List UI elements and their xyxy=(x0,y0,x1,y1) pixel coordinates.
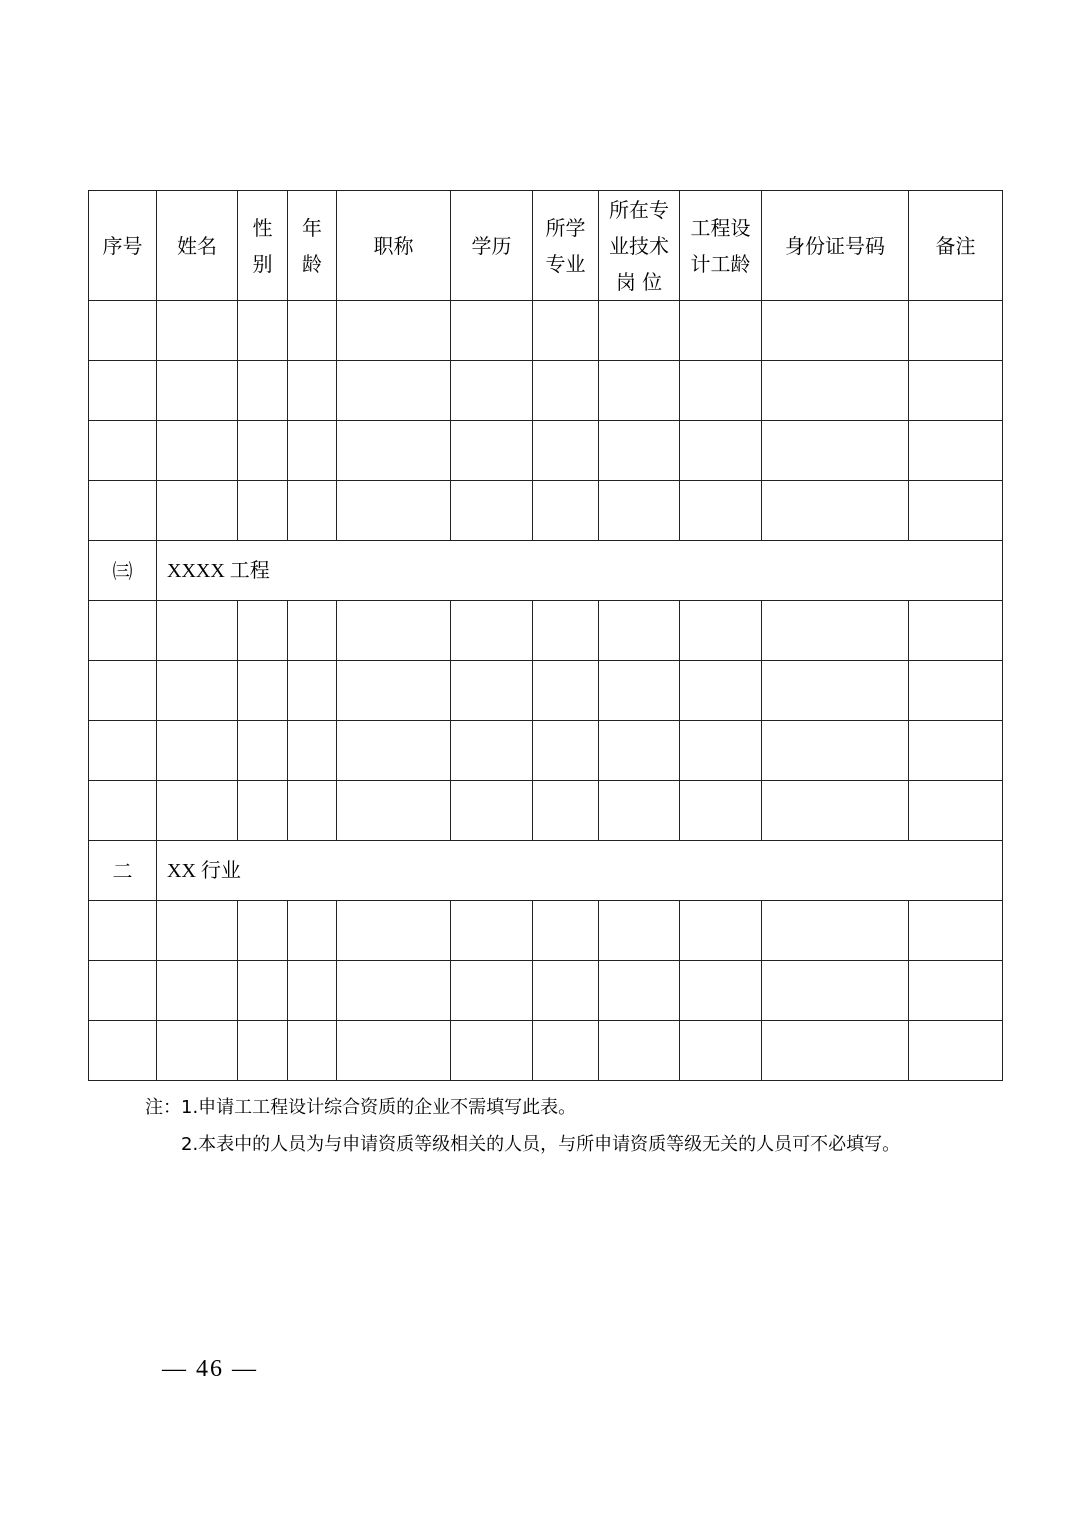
table-cell[interactable] xyxy=(288,721,337,781)
table-cell[interactable] xyxy=(238,961,288,1021)
table-row xyxy=(89,421,1003,481)
table-cell[interactable] xyxy=(451,301,533,361)
header-education: 学历 xyxy=(451,191,533,301)
header-title: 职称 xyxy=(337,191,451,301)
table-cell[interactable] xyxy=(762,661,909,721)
table-cell[interactable] xyxy=(157,961,238,1021)
table-cell[interactable] xyxy=(337,301,451,361)
table-cell[interactable] xyxy=(288,601,337,661)
table-row xyxy=(89,361,1003,421)
table-cell[interactable] xyxy=(599,361,680,421)
section-index: 二 xyxy=(89,841,157,901)
table-cell[interactable] xyxy=(909,1021,1003,1081)
table-row xyxy=(89,961,1003,1021)
table-cell[interactable] xyxy=(533,421,599,481)
table-cell[interactable] xyxy=(909,901,1003,961)
header-name: 姓名 xyxy=(157,191,238,301)
table-cell[interactable] xyxy=(533,661,599,721)
header-remarks: 备注 xyxy=(909,191,1003,301)
table-cell[interactable] xyxy=(157,301,238,361)
table-row xyxy=(89,781,1003,841)
table-cell[interactable] xyxy=(533,901,599,961)
table-cell[interactable] xyxy=(680,361,762,421)
table-row xyxy=(89,721,1003,781)
table-cell[interactable] xyxy=(288,481,337,541)
header-years: 工程设 计工龄 xyxy=(680,191,762,301)
table-cell[interactable] xyxy=(89,361,157,421)
table-cell[interactable] xyxy=(89,421,157,481)
table-cell[interactable] xyxy=(599,781,680,841)
table-cell[interactable] xyxy=(337,781,451,841)
header-age: 年 龄 xyxy=(288,191,337,301)
table-cell[interactable] xyxy=(288,301,337,361)
table-cell[interactable] xyxy=(909,661,1003,721)
table-cell[interactable] xyxy=(89,781,157,841)
table-cell[interactable] xyxy=(157,781,238,841)
table-cell[interactable] xyxy=(288,961,337,1021)
table-cell[interactable] xyxy=(533,601,599,661)
table-cell[interactable] xyxy=(680,721,762,781)
table-cell[interactable] xyxy=(157,361,238,421)
table-cell[interactable] xyxy=(337,601,451,661)
table-cell[interactable] xyxy=(599,901,680,961)
table-cell[interactable] xyxy=(157,481,238,541)
header-position: 所在专 业技术 岗 位 xyxy=(599,191,680,301)
table-cell[interactable] xyxy=(533,481,599,541)
section-index: ㈢ xyxy=(89,541,157,601)
table-cell[interactable] xyxy=(238,601,288,661)
table-cell[interactable] xyxy=(451,781,533,841)
table-header-row xyxy=(89,191,1003,301)
table-cell[interactable] xyxy=(451,601,533,661)
table-cell[interactable] xyxy=(451,361,533,421)
table-cell[interactable] xyxy=(762,421,909,481)
table-cell[interactable] xyxy=(89,1021,157,1081)
table-row xyxy=(89,661,1003,721)
table-cell[interactable] xyxy=(451,421,533,481)
table-cell[interactable] xyxy=(288,421,337,481)
table-cell[interactable] xyxy=(238,721,288,781)
table-cell[interactable] xyxy=(451,1021,533,1081)
table-cell[interactable] xyxy=(762,1021,909,1081)
table-cell[interactable] xyxy=(337,721,451,781)
table-cell[interactable] xyxy=(451,481,533,541)
table-cell[interactable] xyxy=(157,601,238,661)
table-cell[interactable] xyxy=(599,481,680,541)
table-cell[interactable] xyxy=(762,361,909,421)
table-cell[interactable] xyxy=(599,721,680,781)
table-cell[interactable] xyxy=(680,481,762,541)
table-cell[interactable] xyxy=(762,721,909,781)
table-cell[interactable] xyxy=(680,301,762,361)
table-cell[interactable] xyxy=(238,361,288,421)
table-cell[interactable] xyxy=(89,961,157,1021)
table-cell[interactable] xyxy=(157,421,238,481)
table-cell[interactable] xyxy=(238,1021,288,1081)
table-cell[interactable] xyxy=(762,961,909,1021)
table-cell[interactable] xyxy=(157,1021,238,1081)
table-cell[interactable] xyxy=(533,781,599,841)
table-row xyxy=(89,901,1003,961)
table-cell[interactable] xyxy=(762,781,909,841)
table-cell[interactable] xyxy=(89,301,157,361)
table-cell[interactable] xyxy=(762,481,909,541)
table-cell[interactable] xyxy=(909,301,1003,361)
table-cell[interactable] xyxy=(909,721,1003,781)
table-cell[interactable] xyxy=(762,901,909,961)
table-cell[interactable] xyxy=(288,361,337,421)
table-cell[interactable] xyxy=(599,661,680,721)
table-cell[interactable] xyxy=(762,301,909,361)
table-cell[interactable] xyxy=(599,301,680,361)
table-cell[interactable] xyxy=(89,661,157,721)
section-title: XXXX 工程 xyxy=(157,541,1003,601)
table-cell[interactable] xyxy=(909,361,1003,421)
table-cell[interactable] xyxy=(337,961,451,1021)
note-line-1: 注：1.申请工工程设计综合资质的企业不需填写此表。 xyxy=(145,1097,577,1118)
table-cell[interactable] xyxy=(89,481,157,541)
table-cell[interactable] xyxy=(599,421,680,481)
table-cell[interactable] xyxy=(680,961,762,1021)
table-cell[interactable] xyxy=(337,481,451,541)
table-cell[interactable] xyxy=(680,781,762,841)
section-row xyxy=(89,541,1003,601)
table-cell[interactable] xyxy=(337,1021,451,1081)
section-row xyxy=(89,841,1003,901)
header-id-number: 身份证号码 xyxy=(762,191,909,301)
table-cell[interactable] xyxy=(238,781,288,841)
table-cell[interactable] xyxy=(451,661,533,721)
table-cell[interactable] xyxy=(337,421,451,481)
table-cell[interactable] xyxy=(599,961,680,1021)
table-cell[interactable] xyxy=(599,601,680,661)
table-cell[interactable] xyxy=(238,661,288,721)
table-cell[interactable] xyxy=(288,1021,337,1081)
table-row xyxy=(89,601,1003,661)
table-row xyxy=(89,481,1003,541)
section-title: XX 行业 xyxy=(157,841,1003,901)
table-cell[interactable] xyxy=(680,1021,762,1081)
table-cell[interactable] xyxy=(599,1021,680,1081)
table-cell[interactable] xyxy=(680,601,762,661)
table-cell[interactable] xyxy=(337,661,451,721)
table-notes xyxy=(145,1095,900,1157)
header-index: 序号 xyxy=(89,191,157,301)
table-cell[interactable] xyxy=(533,721,599,781)
table-cell[interactable] xyxy=(157,721,238,781)
table-cell[interactable] xyxy=(533,361,599,421)
table-cell[interactable] xyxy=(909,481,1003,541)
header-gender: 性 别 xyxy=(238,191,288,301)
page-number: — 46 — xyxy=(162,1356,258,1382)
table-cell[interactable] xyxy=(288,661,337,721)
table-cell[interactable] xyxy=(157,661,238,721)
table-cell[interactable] xyxy=(909,601,1003,661)
table-cell[interactable] xyxy=(288,901,337,961)
table-cell[interactable] xyxy=(909,421,1003,481)
table-cell[interactable] xyxy=(533,961,599,1021)
table-cell[interactable] xyxy=(680,421,762,481)
table-row xyxy=(89,301,1003,361)
note-line-2: 2.本表中的人员为与申请资质等级相关的人员，与所申请资质等级无关的人员可不必填写。 xyxy=(181,1134,901,1156)
table-row xyxy=(89,1021,1003,1081)
table-cell[interactable] xyxy=(337,901,451,961)
personnel-table xyxy=(88,190,1003,1081)
table-cell[interactable] xyxy=(909,781,1003,841)
table-cell[interactable] xyxy=(533,1021,599,1081)
table-cell[interactable] xyxy=(238,301,288,361)
table-cell[interactable] xyxy=(337,361,451,421)
table-cell[interactable] xyxy=(89,721,157,781)
table-cell[interactable] xyxy=(89,601,157,661)
table-cell[interactable] xyxy=(238,901,288,961)
table-cell[interactable] xyxy=(288,781,337,841)
table-cell[interactable] xyxy=(680,661,762,721)
table-cell[interactable] xyxy=(451,721,533,781)
table-cell[interactable] xyxy=(680,901,762,961)
table-cell[interactable] xyxy=(762,601,909,661)
table-cell[interactable] xyxy=(157,901,238,961)
table-cell[interactable] xyxy=(533,301,599,361)
table-cell[interactable] xyxy=(451,901,533,961)
header-major: 所学 专业 xyxy=(533,191,599,301)
table-cell[interactable] xyxy=(238,421,288,481)
table-cell[interactable] xyxy=(909,961,1003,1021)
table-cell[interactable] xyxy=(89,901,157,961)
table-cell[interactable] xyxy=(238,481,288,541)
table-cell[interactable] xyxy=(451,961,533,1021)
